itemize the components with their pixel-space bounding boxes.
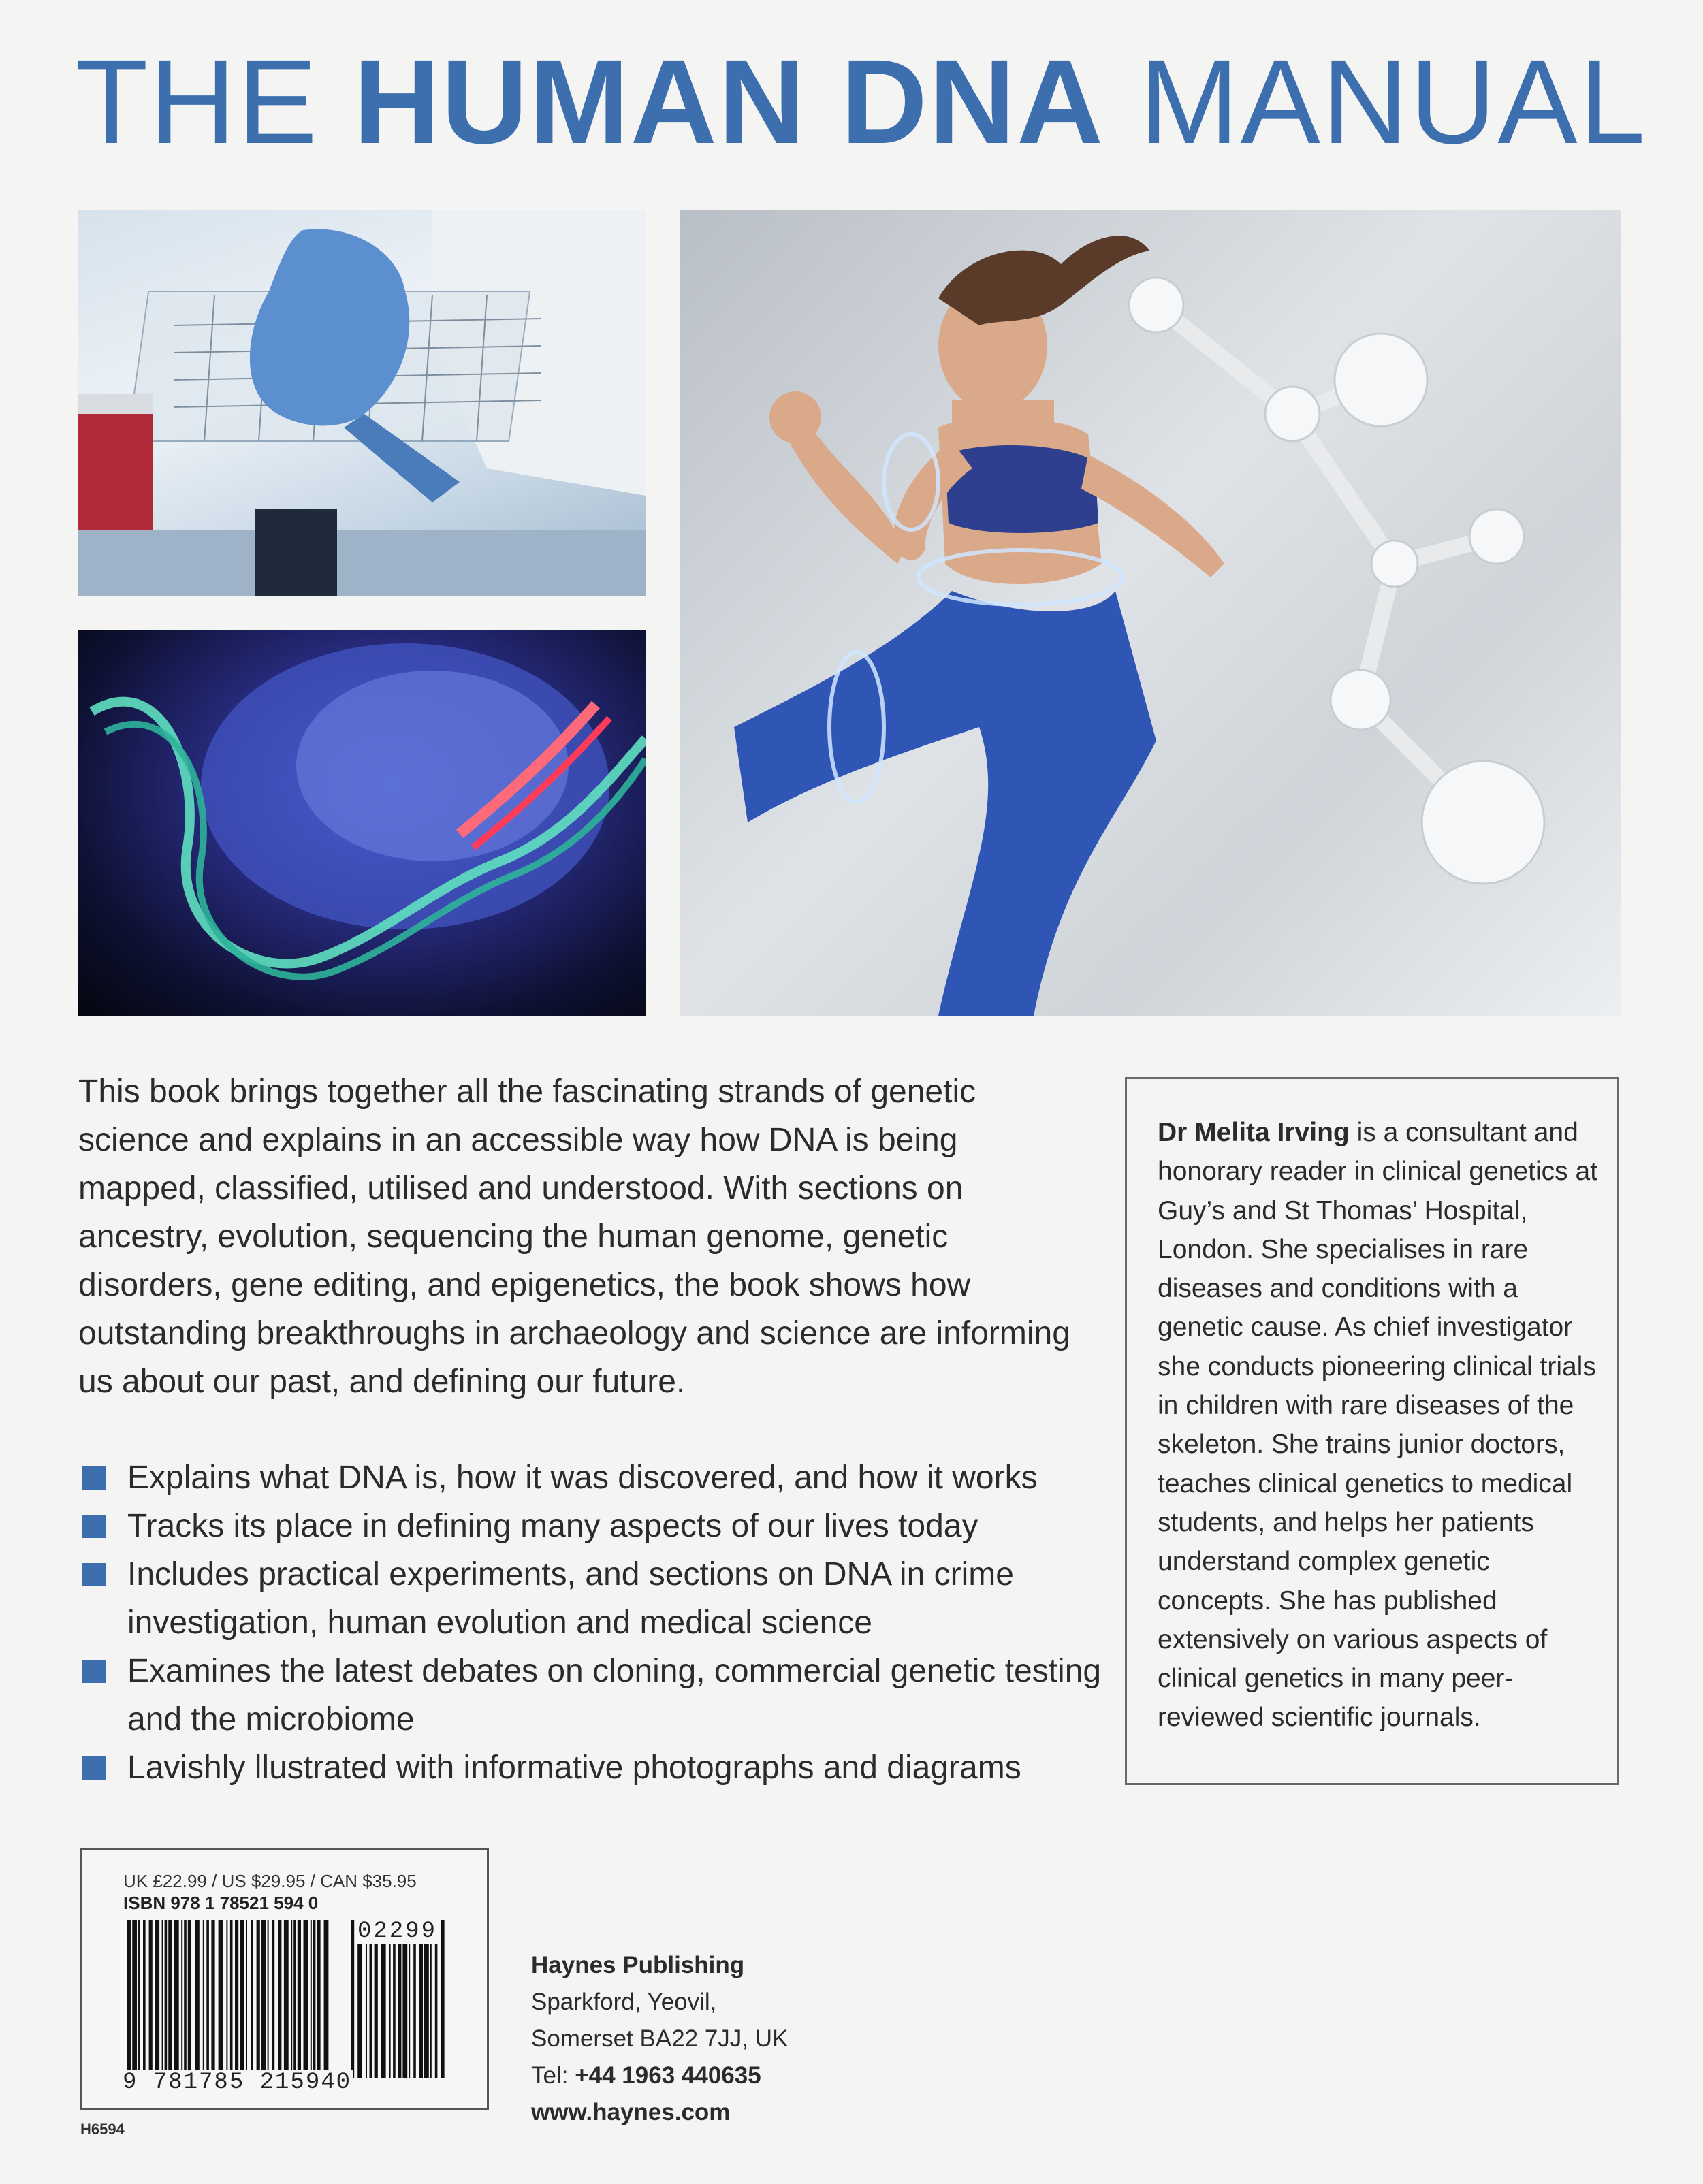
feature-item [78, 1550, 1141, 1647]
barcode-bar [132, 1920, 137, 2078]
barcode-bar [293, 1920, 296, 2078]
runner-photo [680, 210, 1621, 1016]
title-the: THE [75, 35, 353, 169]
phone-number: +44 1963 440635 [575, 2062, 761, 2089]
publisher-info [531, 1947, 788, 2131]
barcode-bar [261, 1920, 266, 2078]
barcode-bar [272, 1920, 275, 2078]
bullet-square-icon [82, 1563, 106, 1586]
feature-text: Examines the latest debates on cloning, commercial genetic testing and the microbiome [127, 1653, 1102, 1737]
barcode-bar [351, 1920, 354, 2078]
barcode-bar [155, 1920, 159, 2078]
barcode-bar [235, 1920, 238, 2078]
barcode-bar [240, 1920, 244, 2078]
author-bio-box [1125, 1077, 1619, 1785]
barcode-bar [278, 1920, 281, 2078]
barcode-bar [226, 1920, 227, 2078]
publisher-address-line: Somerset BA22 7JJ, UK [531, 2025, 789, 2052]
author-bio-text: is a consultant and honorary reader in clinical genetics at Guy’s and St Thomas’ Hospital, London. She specialises in rare diseases and conditions with a genetic cause. As chief investigator she conducts pioneering clinical trials in children with rare diseases of the skeleton. She trains junior doctors, teaches clinical genetics to medical students, and helps her patients understand complex genetic concepts. She has published extensively on various aspects of clinical genetics in many peer-reviewed scientific journals. [1158, 1118, 1598, 1733]
publisher-phone [531, 2057, 788, 2094]
barcode-addon-digits: 02299 [355, 1918, 440, 1944]
barcode-panel [80, 1848, 489, 2110]
barcode-bar [246, 1920, 247, 2078]
barcode-bar [324, 1920, 329, 2078]
barcode-digits: 9 781785 215940 [121, 2070, 353, 2095]
crispr-illustration [78, 630, 646, 1016]
feature-text: Includes practical experiments, and sections on DNA in crime investigation, human evolution and medical science [127, 1556, 1014, 1641]
barcode-bar [304, 1920, 308, 2078]
title-human-dna: HUMAN DNA [353, 35, 1105, 169]
bullet-square-icon [82, 1756, 106, 1780]
feature-item [78, 1647, 1141, 1744]
barcode-bar [138, 1920, 140, 2078]
feature-item [78, 1502, 1141, 1550]
barcode-bar [203, 1920, 204, 2078]
barcode-bar [291, 1920, 292, 2078]
book-description: This book brings together all the fascinating strands of genetic science and explains in an accessible way how DNA is being mapped, classified, utilised and understood. With sections on ancestry, evolution, sequencing the human genome, genetic disorders, gene editing, and epigenetics, the book shows how outstanding breakthroughs in archaeology and science are informing us about our past, and defining our future. [78, 1074, 1070, 1400]
title-manual: MANUAL [1104, 35, 1647, 169]
author-bio [1158, 1113, 1600, 1737]
barcode-bar [188, 1920, 191, 2078]
barcode-bar [149, 1920, 153, 2078]
barcode-bar [174, 1920, 179, 2078]
barcode-bar [298, 1920, 301, 2078]
publisher-name: Haynes Publishing [531, 1952, 745, 1978]
publisher-address-line: Sparkford, Yeovil, [531, 1989, 717, 2015]
product-code: H6594 [80, 2121, 125, 2138]
author-name: Dr Melita Irving [1158, 1118, 1350, 1147]
feature-text: Tracks its place in defining many aspects of our lives today [127, 1508, 978, 1544]
barcode-bar [441, 1920, 444, 2078]
feature-text: Explains what DNA is, how it was discovered, and how it works [127, 1460, 1038, 1496]
barcode-bar [230, 1920, 233, 2078]
barcode-bar [168, 1920, 172, 2078]
barcode-bar [219, 1920, 223, 2078]
bullet-square-icon [82, 1466, 106, 1490]
lab-photo [78, 210, 646, 596]
feature-item [78, 1744, 1141, 1792]
barcode-bar [165, 1920, 168, 2078]
barcode-bar [211, 1920, 214, 2078]
barcode-bar [311, 1920, 312, 2078]
isbn-line: ISBN 978 1 78521 594 0 [123, 1893, 319, 1913]
barcode-bar [284, 1920, 289, 2078]
price-line: UK £22.99 / US $29.95 / CAN $35.95 [123, 1871, 417, 1891]
barcode-bar [162, 1920, 163, 2078]
barcode-bar [257, 1920, 260, 2078]
bullet-square-icon [82, 1515, 106, 1538]
phone-label: Tel: [531, 2062, 575, 2089]
barcode-bar [181, 1920, 182, 2078]
barcode-bar [206, 1920, 209, 2078]
publisher-website[interactable]: www.haynes.com [531, 2099, 731, 2125]
barcode-bar [268, 1920, 269, 2078]
barcode-bar [251, 1920, 253, 2078]
barcode-bar [143, 1920, 146, 2078]
barcode-bar [317, 1920, 320, 2078]
barcode-bar [195, 1920, 200, 2078]
barcode-bar [127, 1920, 131, 2078]
book-title [75, 35, 1647, 169]
feature-text: Lavishly llustrated with informative photographs and diagrams [127, 1750, 1021, 1786]
barcode-bar [184, 1920, 187, 2078]
barcode-bar [313, 1920, 316, 2078]
feature-list [78, 1454, 1141, 1792]
feature-item [78, 1454, 1141, 1502]
bullet-square-icon [82, 1660, 106, 1683]
